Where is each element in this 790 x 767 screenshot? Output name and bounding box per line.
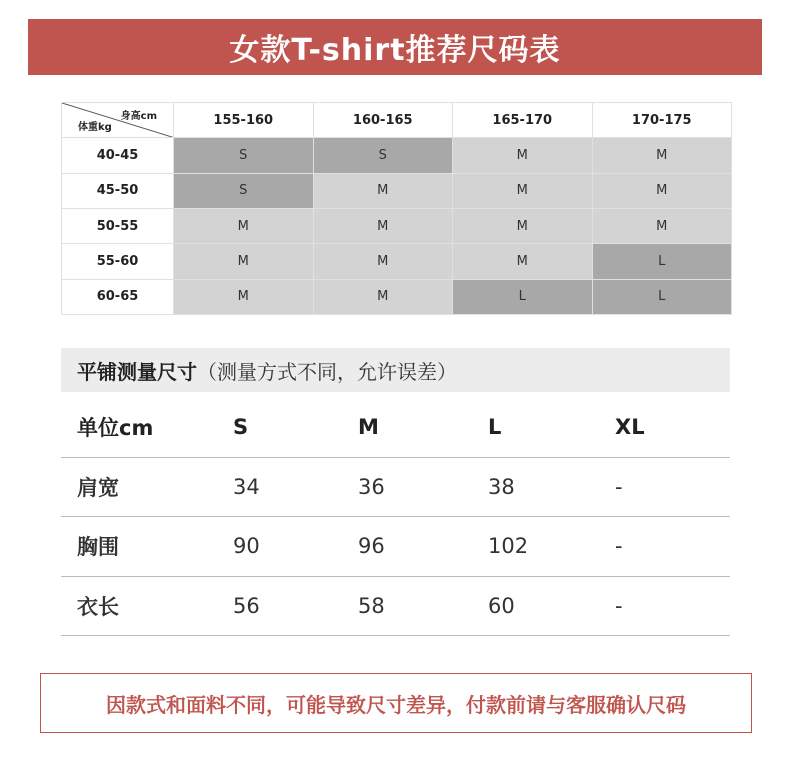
measure-label: 肩宽	[77, 475, 119, 500]
height-axis-label: 身高cm	[120, 111, 157, 122]
measurement-row	[61, 517, 730, 577]
size-cell: L	[593, 244, 733, 279]
size-cell: M	[174, 209, 314, 244]
measurement-row	[61, 577, 730, 637]
measure-value: -	[615, 474, 623, 499]
size-cell: M	[453, 138, 593, 173]
measure-value: 38	[488, 474, 515, 499]
size-header: L	[488, 415, 502, 440]
size-cell: M	[593, 174, 733, 209]
measurement-header-row	[61, 398, 730, 458]
height-header: 155-160	[174, 103, 314, 138]
size-cell: M	[314, 174, 454, 209]
measure-value: 34	[233, 474, 260, 499]
table-corner-cell	[62, 103, 174, 138]
measure-value: 96	[358, 534, 385, 559]
measure-value: 102	[488, 534, 529, 559]
size-recommendation-table	[61, 102, 732, 315]
size-cell: S	[174, 174, 314, 209]
measure-value: 58	[358, 593, 385, 618]
size-cell: M	[453, 244, 593, 279]
weight-header: 55-60	[62, 244, 174, 279]
size-cell: S	[174, 138, 314, 173]
height-header: 165-170	[453, 103, 593, 138]
measurement-table	[61, 398, 730, 636]
size-cell: M	[314, 209, 454, 244]
size-cell: M	[314, 280, 454, 315]
measure-label: 胸围	[77, 535, 119, 560]
measurement-section-title	[61, 348, 730, 392]
size-cell: M	[453, 174, 593, 209]
measure-value: 36	[358, 474, 385, 499]
size-cell: L	[453, 280, 593, 315]
size-cell: M	[593, 209, 733, 244]
height-header: 160-165	[314, 103, 454, 138]
weight-header: 45-50	[62, 174, 174, 209]
measure-value: 56	[233, 593, 260, 618]
weight-header: 40-45	[62, 138, 174, 173]
measure-value: -	[615, 593, 623, 618]
size-cell: M	[453, 209, 593, 244]
disclaimer-note: 因款式和面料不同，可能导致尺寸差异，付款前请与客服确认尺码	[40, 673, 752, 733]
measurement-row	[61, 458, 730, 518]
measurement-note: （测量方式不同，允许误差）	[197, 359, 457, 384]
size-cell: L	[593, 280, 733, 315]
measurement-title: 平铺测量尺寸	[77, 359, 197, 384]
size-cell: M	[174, 280, 314, 315]
measure-value: 60	[488, 593, 515, 618]
measure-value: 90	[233, 534, 260, 559]
weight-axis-label: 体重kg	[78, 122, 112, 134]
size-header: M	[358, 415, 379, 440]
size-header: S	[233, 415, 249, 440]
size-cell: M	[174, 244, 314, 279]
size-cell: S	[314, 138, 454, 173]
size-cell: M	[314, 244, 454, 279]
height-header: 170-175	[593, 103, 733, 138]
weight-header: 60-65	[62, 280, 174, 315]
size-header: XL	[615, 415, 645, 440]
unit-header: 单位cm	[77, 416, 154, 441]
weight-header: 50-55	[62, 209, 174, 244]
measure-value: -	[615, 534, 623, 559]
measure-label: 衣长	[77, 594, 119, 619]
size-cell: M	[593, 138, 733, 173]
page-title: 女款T-shirt推荐尺码表	[28, 19, 762, 75]
